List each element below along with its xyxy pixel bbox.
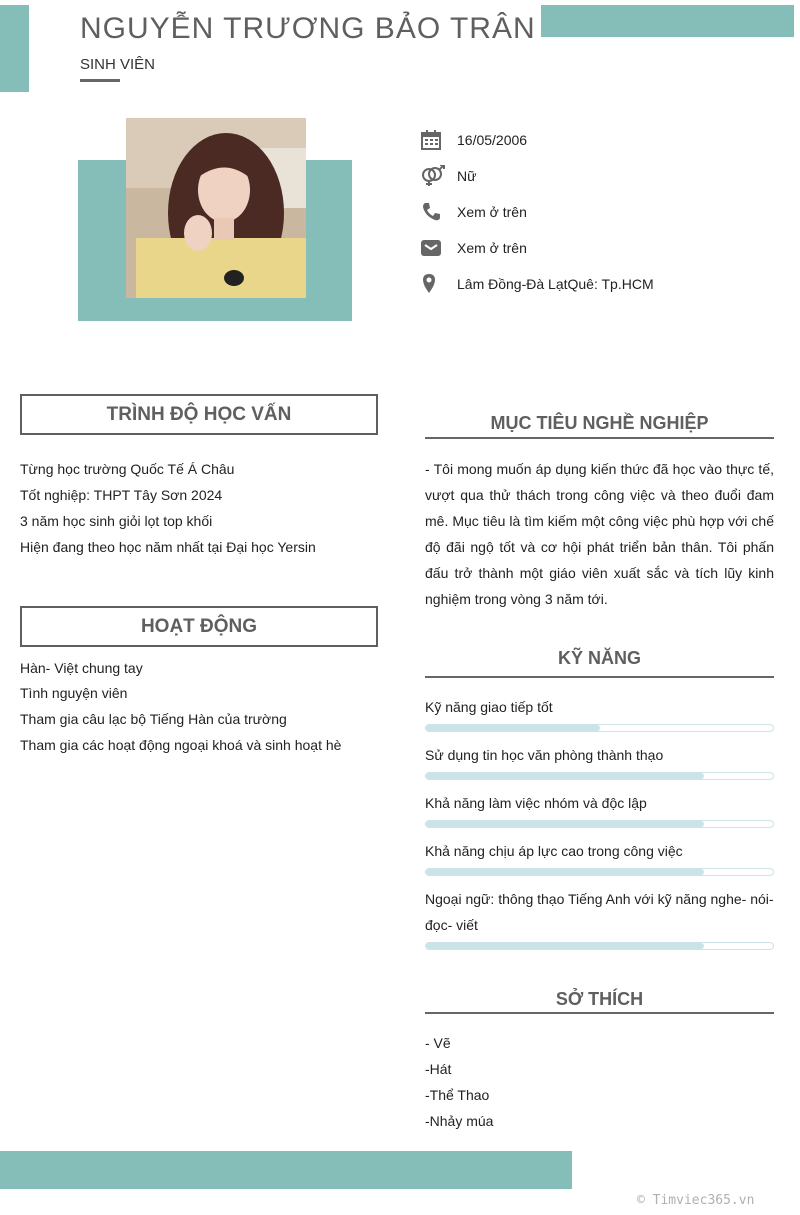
info-text: Xem ở trên [457, 240, 527, 256]
skill-bar [425, 942, 774, 950]
skill-bar [425, 724, 774, 732]
activity-line: Tham gia các hoạt động ngoại khoá và sinh hoạt hè [20, 737, 342, 753]
skill-label: Sử dụng tin học văn phòng thành thạo [425, 747, 664, 763]
activities-heading: HOẠT ĐỘNG [20, 606, 378, 647]
education-heading: TRÌNH ĐỘ HỌC VẤN [20, 394, 378, 435]
education-line: Hiện đang theo học năm nhất tại Đại học Yersin [20, 539, 316, 555]
phone-icon [420, 201, 442, 223]
watermark: © Timviec365.vn [637, 1193, 755, 1208]
skill-bar [425, 820, 774, 828]
decorative-bar-top-right [541, 5, 794, 37]
objective-rule [425, 437, 774, 439]
skill-fill [426, 773, 704, 779]
hobby-item: - Vẽ [425, 1035, 451, 1051]
info-address [420, 272, 654, 296]
hobby-item: -Thể Thao [425, 1087, 490, 1103]
info-text: Xem ở trên [457, 204, 527, 220]
info-text: Nữ [457, 168, 477, 184]
skill-fill [426, 725, 600, 731]
objective-heading: MỤC TIÊU NGHỀ NGHIỆP [490, 413, 709, 433]
skills-rule [425, 676, 774, 678]
skills-heading: KỸ NĂNG [557, 648, 641, 668]
info-text: Lâm Đồng-Đà LạtQuê: Tp.HCM [457, 276, 654, 292]
skill-fill [426, 821, 704, 827]
skill-fill [426, 869, 704, 875]
info-email [420, 236, 527, 260]
activity-line: Tình nguyện viên [20, 685, 128, 701]
decorative-bar-left [0, 5, 29, 92]
education-line: Tốt nghiệp: THPT Tây Sơn 2024 [20, 487, 223, 503]
skill-bar [425, 868, 774, 876]
gender-icon [420, 165, 442, 187]
skill-bar [425, 772, 774, 780]
location-pin-icon [420, 273, 442, 295]
skill-label: Kỹ năng giao tiếp tốt [425, 699, 553, 715]
email-icon [420, 237, 442, 259]
info-phone [420, 200, 527, 224]
skill-fill [426, 943, 704, 949]
profile-photo [126, 118, 306, 298]
info-text: 16/05/2006 [457, 132, 528, 148]
objective-text: - Tôi mong muốn áp dụng kiến thức đã học vào thực tế, vượt qua thử thách trong công việc và theo đuổi đam mê. Mục tiêu là tìm kiếm một công việc phù hợp với chế độ đãi ngộ tốt và cơ hội phát triển bản thân. Tôi phấn đấu trở thành một giáo viên xuất sắc và tích lũy kinh nghiệm trong vòng 3 năm tới. [425, 461, 774, 607]
hobbies-rule [425, 1012, 774, 1014]
activity-line: Hàn- Việt chung tay [20, 660, 143, 676]
education-line: 3 năm học sinh giỏi lọt top khối [20, 513, 213, 529]
hobby-item: -Hát [425, 1061, 452, 1077]
candidate-title: SINH VIÊN [80, 56, 156, 73]
title-underline [80, 79, 120, 82]
hobby-item: -Nhảy múa [425, 1113, 494, 1129]
calendar-icon [420, 129, 442, 151]
info-gender [420, 164, 477, 188]
decorative-bar-bottom [0, 1151, 572, 1189]
skill-label: Ngoại ngữ: thông thạo Tiếng Anh với kỹ năng nghe- nói- đọc- viết [425, 891, 774, 933]
candidate-name: NGUYỄN TRƯƠNG BẢO TRÂN [80, 12, 536, 45]
hobbies-heading: SỞ THÍCH [555, 989, 644, 1009]
activity-line: Tham gia câu lạc bộ Tiếng Hàn của trường [20, 711, 287, 727]
education-line: Từng học trường Quốc Tế Á Châu [20, 461, 235, 477]
skill-label: Khả năng chịu áp lực cao trong công việc [425, 843, 683, 859]
info-birthdate [420, 128, 528, 152]
skill-label: Khả năng làm việc nhóm và độc lập [425, 795, 647, 811]
